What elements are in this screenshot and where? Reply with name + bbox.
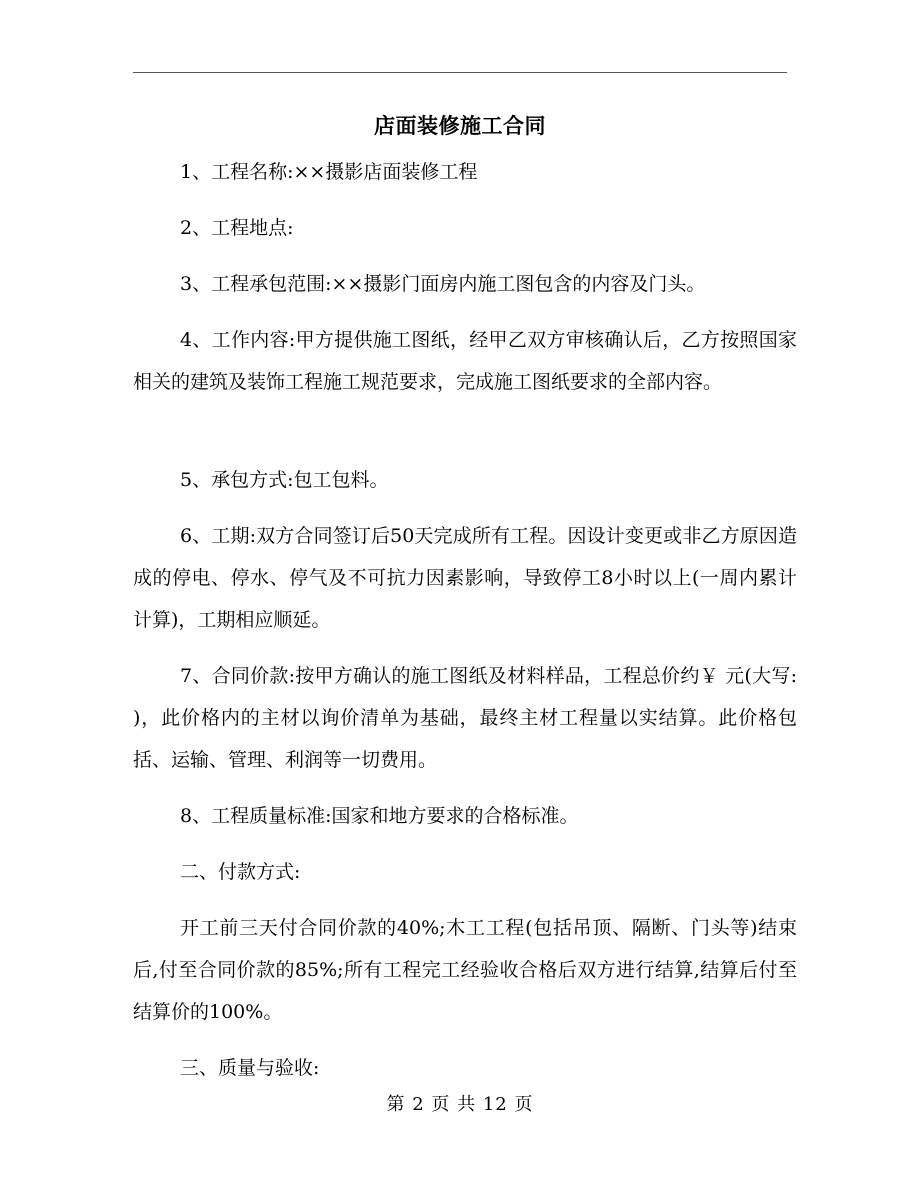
clause-work-content: 4、工作内容:甲方提供施工图纸，经甲乙双方审核确认后，乙方按照国家相关的建筑及装饰工程施工规范要求，完成施工图纸要求的全部内容。 xyxy=(133,329,797,393)
page-number: 第 2 页 共 12 页 xyxy=(386,1094,534,1115)
clause-quality-standard: 8、工程质量标准:国家和地方要求的合格标准。 xyxy=(180,805,579,827)
clause-project-name: 1、工程名称:××摄影店面装修工程 xyxy=(180,161,478,183)
clause-project-location: 2、工程地点: xyxy=(180,217,294,239)
clause-schedule: 6、工期:双方合同签订后50天完成所有工程。因设计变更或非乙方原因造成的停电、停水、停气及不可抗力因素影响，导致停工8小时以上(一周内累计计算)，工期相应顺延。 xyxy=(133,525,797,631)
clause-contract-method: 5、承包方式:包工包料。 xyxy=(180,469,389,491)
section-payment-heading: 二、付款方式: xyxy=(180,861,301,883)
payment-terms: 开工前三天付合同价款的40%;木工工程(包括吊顶、隔断、门头等)结束后,付至合同价款的85%;所有工程完工经验收合格后双方进行结算,结算后付至结算价的100%。 xyxy=(133,917,797,1023)
clause-project-scope: 3、工程承包范围:××摄影门面房内施工图包含的内容及门头。 xyxy=(180,273,706,295)
header-rule xyxy=(133,72,787,73)
page-title: 店面装修施工合同 xyxy=(374,113,546,138)
clause-contract-price: 7、合同价款:按甲方确认的施工图纸及材料样品，工程总价约￥ 元(大写: )，此价格内的主材以询价清单为基础，最终主材工程量以实结算。此价格包括、运输、管理、利润等一切费用。 xyxy=(133,665,797,771)
section-quality-heading: 三、质量与验收: xyxy=(180,1057,320,1079)
